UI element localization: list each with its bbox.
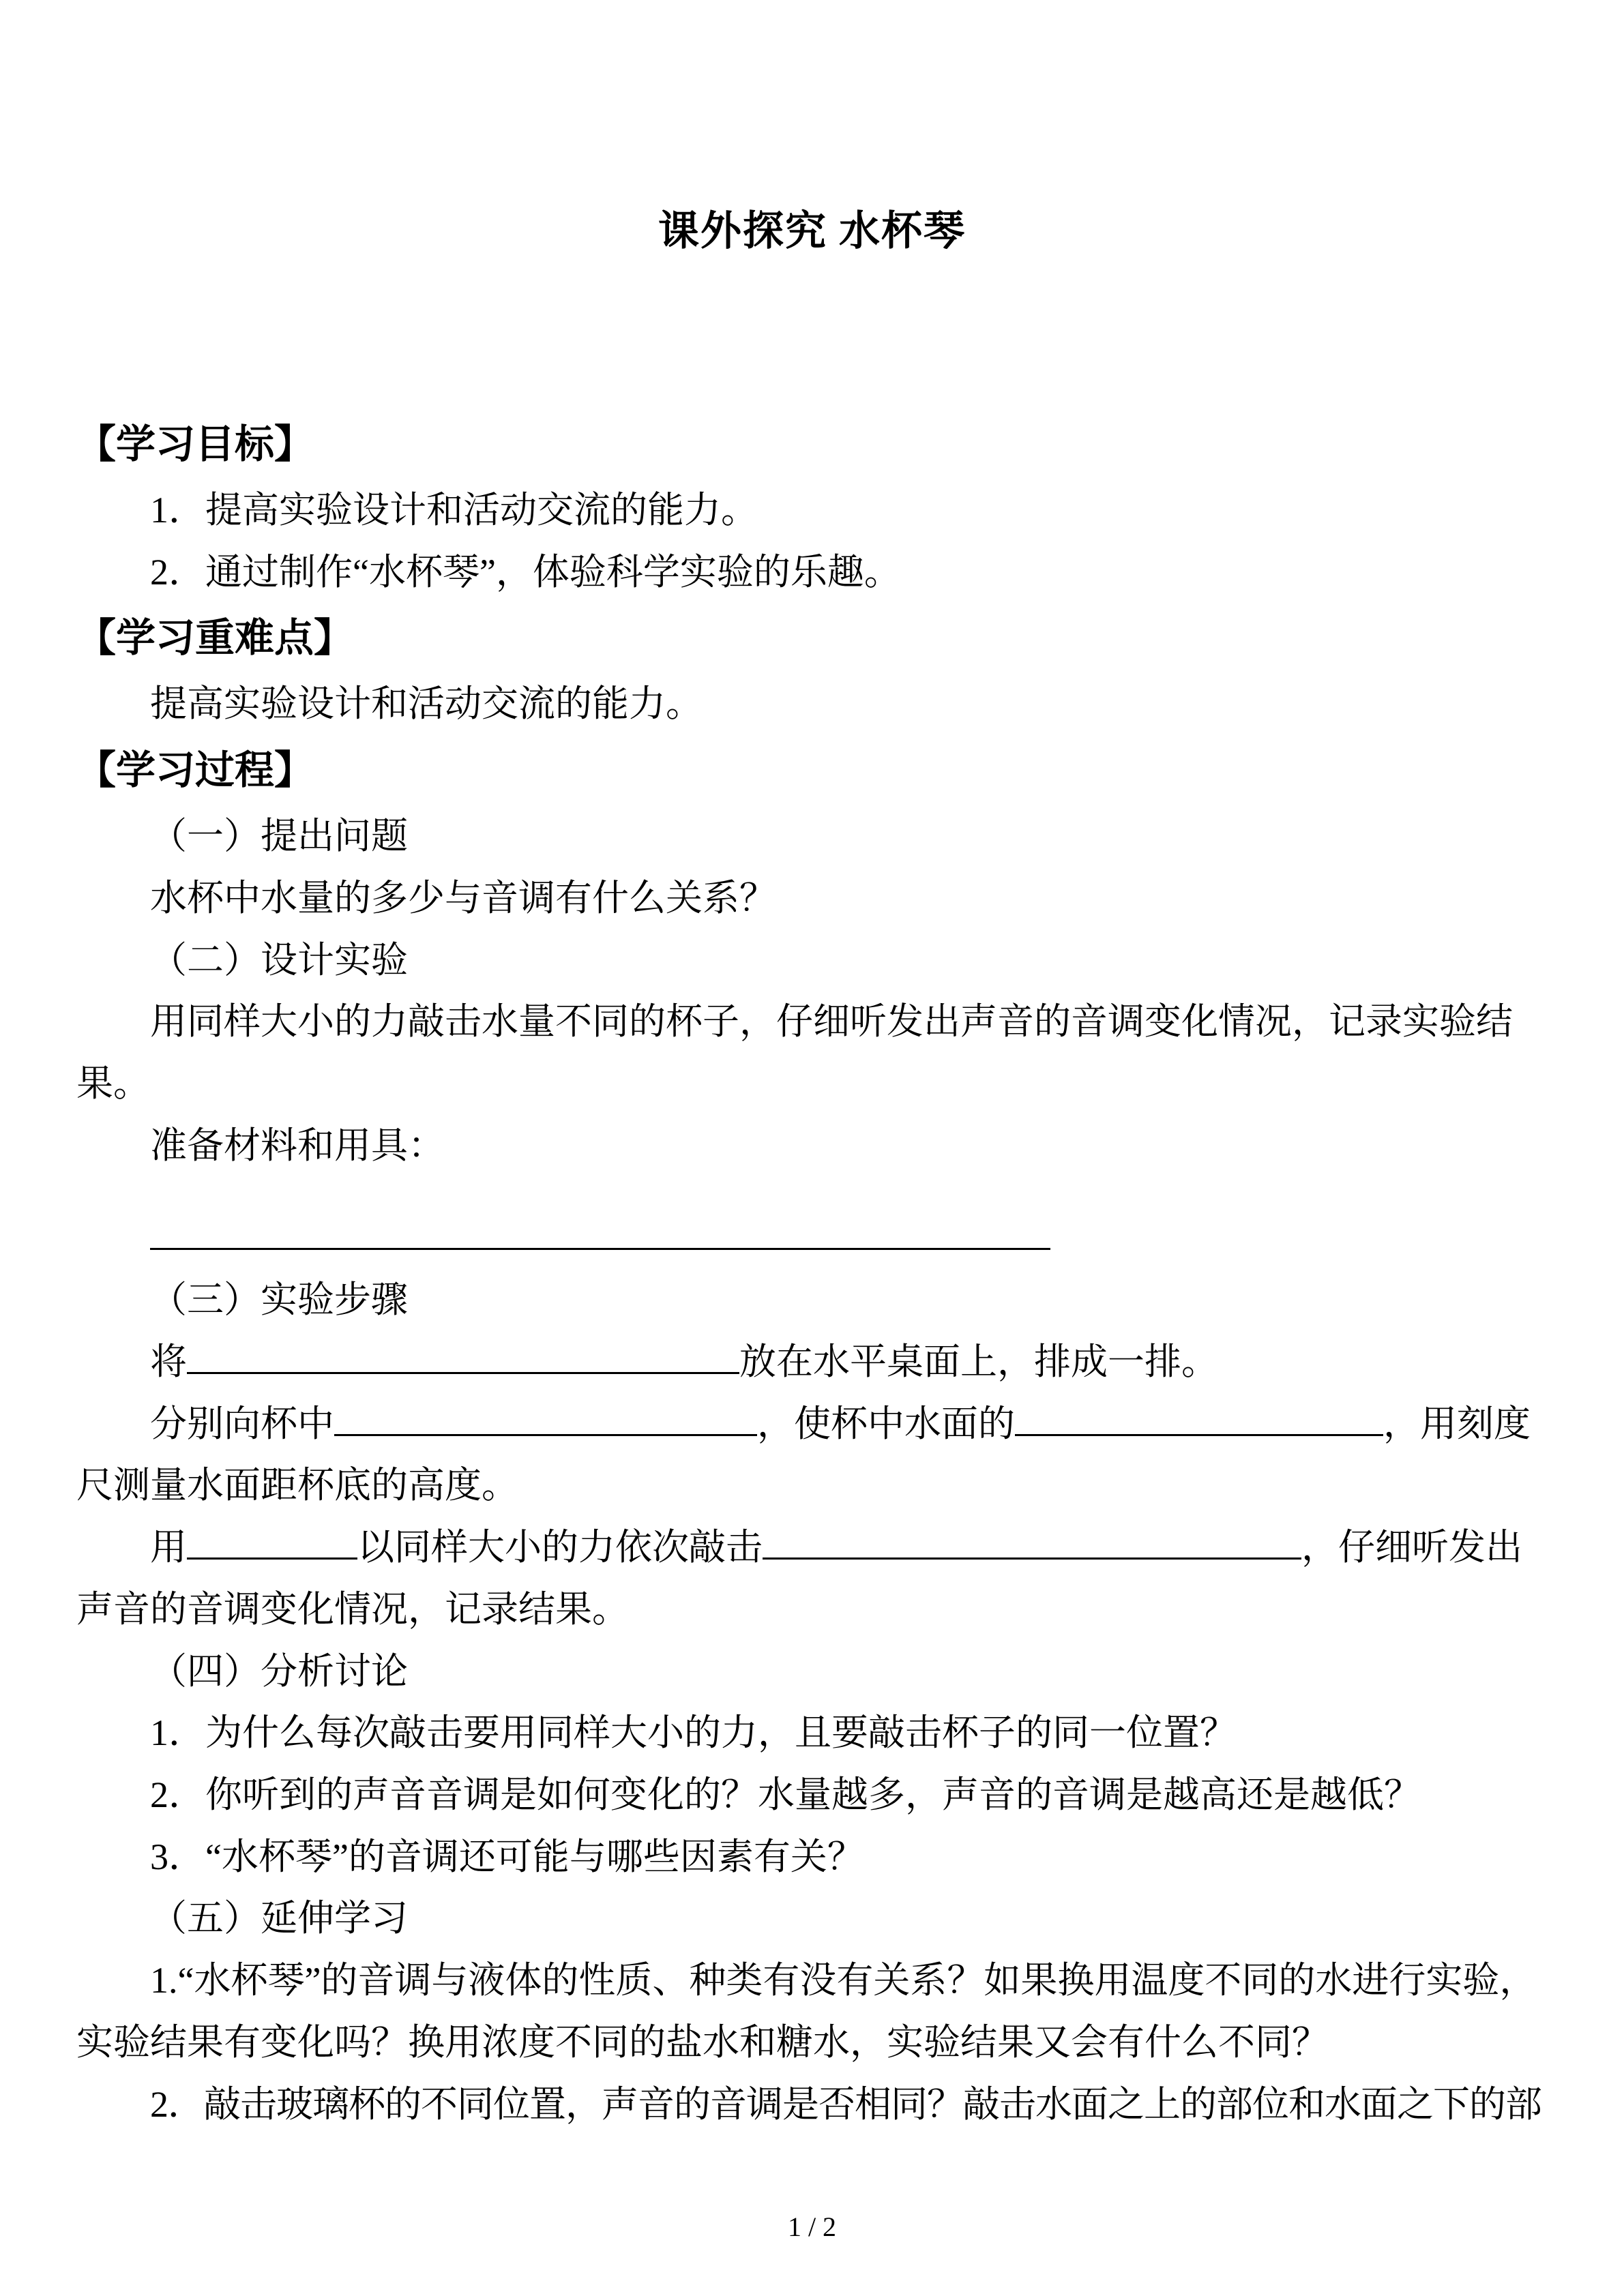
fill-in-blank-materials bbox=[150, 1248, 1050, 1250]
materials-blank-line bbox=[76, 1207, 1548, 1269]
section-heading-process: 【学习过程】 bbox=[76, 748, 314, 793]
extension-question-2: 2．敲击玻璃杯的不同位置，声音的音调是否相同？敲击水面之上的部位和水面之下的部 bbox=[150, 2083, 1541, 2125]
goal-item-2: 2．通过制作“水杯琴”，体验科学实验的乐趣。 bbox=[150, 551, 901, 593]
step-1 bbox=[76, 1331, 1548, 1393]
part4-heading: （四）分析讨论 bbox=[150, 1650, 408, 1692]
step-1-text-pre: 将 bbox=[150, 1341, 187, 1382]
fill-in-blank-step3a bbox=[187, 1557, 357, 1560]
step-2-text-mid: ，使杯中水面的 bbox=[757, 1403, 1015, 1444]
section-heading-goals: 【学习目标】 bbox=[76, 422, 314, 466]
part1-question: 水杯中水量的多少与音调有什么关系？ bbox=[150, 877, 776, 919]
step-1-text-post: 放在水平桌面上，排成一排。 bbox=[739, 1341, 1218, 1382]
fill-in-blank-step3b bbox=[763, 1557, 1301, 1560]
page-number: 1 / 2 bbox=[787, 2211, 837, 2242]
step-3-text-mid: 以同样大小的力依次敲击 bbox=[357, 1527, 763, 1568]
discussion-question-1: 1．为什么每次敲击要用同样大小的力，且要敲击杯子的同一位置？ bbox=[150, 1712, 1237, 1754]
part3-heading: （三）实验步骤 bbox=[150, 1279, 408, 1321]
fill-in-blank-step2a bbox=[334, 1434, 757, 1436]
goal-item-1: 1．提高实验设计和活动交流的能力。 bbox=[150, 490, 758, 531]
keypoints-text: 提高实验设计和活动交流的能力。 bbox=[150, 683, 703, 725]
step-3-text-pre: 用 bbox=[150, 1527, 187, 1568]
part2-heading: （二）设计实验 bbox=[150, 939, 408, 981]
extension-question-1: 1.“水杯琴”的音调与液体的性质、种类有没有关系？如果换用温度不同的水进行实验，实验结果有变化吗？换用浓度不同的盐水和糖水，实验结果又会有什么不同？ bbox=[76, 1960, 1537, 2063]
doc-title: 课外探究 水杯琴 bbox=[658, 209, 966, 254]
discussion-question-3: 3．“水杯琴”的音调还可能与哪些因素有关？ bbox=[150, 1836, 864, 1877]
fill-in-blank-step1 bbox=[187, 1372, 739, 1374]
part2-description: 用同样大小的力敲击水量不同的杯子，仔细听发出声音的音调变化情况，记录实验结果。 bbox=[76, 1001, 1513, 1105]
section-heading-keypoints: 【学习重难点】 bbox=[76, 616, 354, 661]
materials-label: 准备材料和用具： bbox=[150, 1124, 445, 1166]
step-3 bbox=[76, 1517, 1548, 1640]
step-2 bbox=[76, 1393, 1548, 1517]
step-2-text-post: ，用刻度尺测量水面距杯底的高度。 bbox=[76, 1403, 1531, 1506]
fill-in-blank-step2b bbox=[1015, 1434, 1383, 1436]
step-3-text-post: ，仔细听发出声音的音调变化情况，记录结果。 bbox=[76, 1527, 1522, 1630]
part1-heading: （一）提出问题 bbox=[150, 816, 408, 857]
step-2-text-pre: 分别向杯中 bbox=[150, 1403, 334, 1444]
discussion-question-2: 2．你听到的声音音调是如何变化的？水量越多，声音的音调是越高还是越低？ bbox=[150, 1774, 1421, 1815]
part5-heading: （五）延伸学习 bbox=[150, 1898, 408, 1939]
